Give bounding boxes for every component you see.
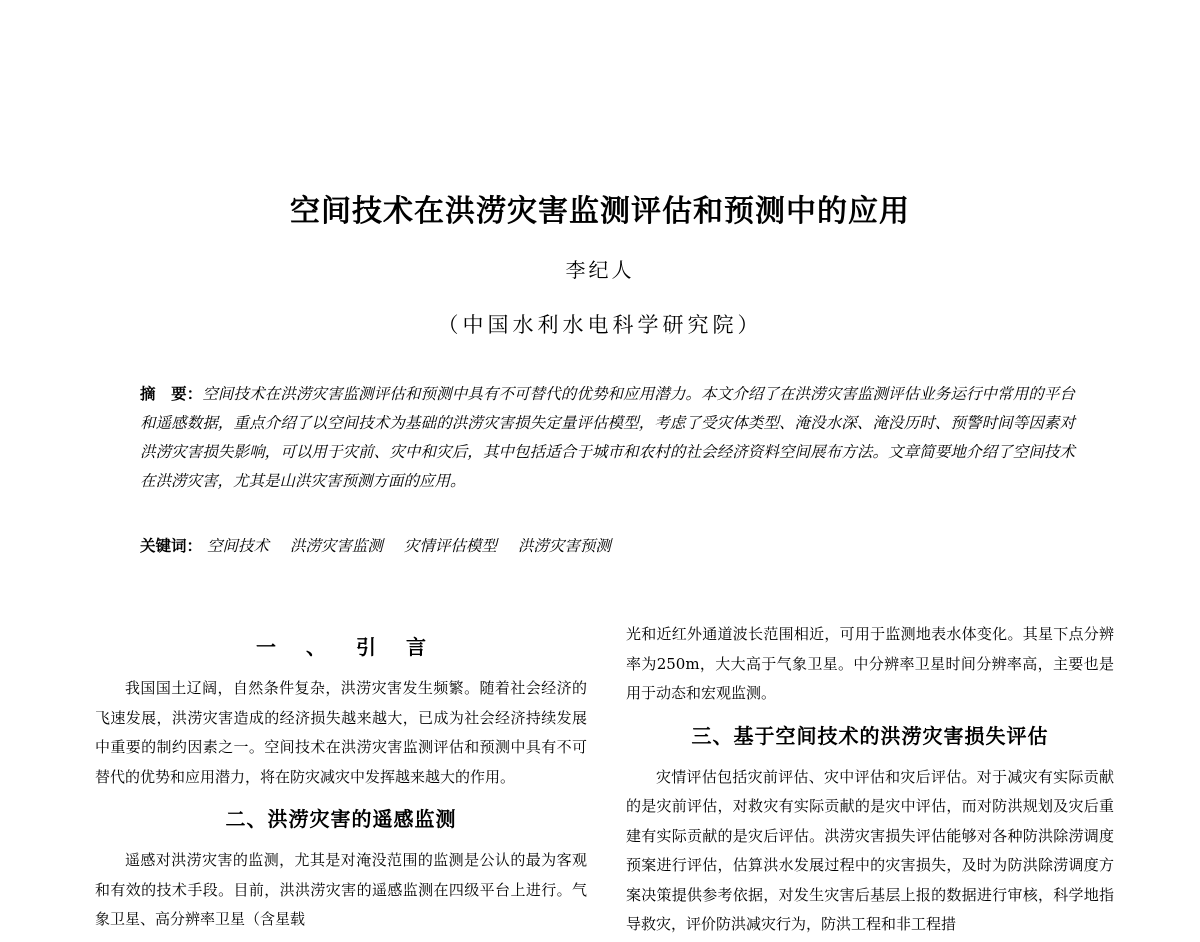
keywords-label: 关键词： <box>140 537 203 555</box>
keyword-item: 洪涝灾害预测 <box>517 537 611 555</box>
author-name: 李纪人 <box>565 258 635 282</box>
section-heading-remote-sensing: 二、洪涝灾害的遥感监测 <box>225 807 457 831</box>
section-heading-introduction: 一、引言 <box>256 635 456 659</box>
keyword-item: 空间技术 <box>206 537 269 555</box>
section-paragraph-remote-sensing: 遥感对洪涝灾害的监测，尤其是对淹没范围的监测是公认的最为客观和有效的技术手段。目前，洪洪涝灾害的遥感监测在四级平台上进行。气象卫星、高分辨率卫星（含星载 <box>95 851 587 928</box>
abstract <box>140 380 1075 496</box>
section-paragraph-introduction: 我国国土辽阔，自然条件复杂，洪涝灾害发生频繁。随着社会经济的飞速发展，洪涝灾害造成的经济损失越来越大，已成为社会经济持续发展中重要的制约因素之一。空间技术在洪涝灾害监测评估和预测中具有不可替代的优势和应用潜力，将在防灾减灾中发挥越来越大的作用。 <box>95 679 587 786</box>
left-column <box>95 620 587 935</box>
author-affiliation: （中国水利水电科学研究院） <box>437 313 763 337</box>
abstract-text: 空间技术在洪涝灾害监测评估和预测中具有不可替代的优势和应用潜力。本文介绍了在洪涝灾害监测评估业务运行中常用的平台和遥感数据，重点介绍了以空间技术为基础的洪涝灾害损失定量评估模型，考虑了受灾体类型、淹没水深、淹没历时、预警时间等因素对洪涝灾害损失影响，可以用于灾前、灾中和灾后，其中包括适合于城市和农村的社会经济资料空间展布方法。文章简要地介绍了空间技术在洪涝灾害，尤其是山洪灾害预测方面的应用。 <box>140 385 1075 490</box>
keywords <box>140 533 1075 559</box>
continued-paragraph: 光和近红外通道波长范围相近，可用于监测地表水体变化。其星下点分辨率为250m，大大高于气象卫星。中分辨率卫星时间分辨率高，主要也是用于动态和宏观监测。 <box>626 625 1114 702</box>
section-paragraph-loss-assessment: 灾情评估包括灾前评估、灾中评估和灾后评估。对于减灾有实际贡献的是灾前评估，对救灾有实际贡献的是灾中评估，而对防洪规划及灾后重建有实际贡献的是灾后评估。洪涝灾害损失评估能够对各种防洪除涝调度预案进行评估，估算洪水发展过程中的灾害损失，及时为防洪除涝调度方案决策提供参考依据，对发生灾害后基层上报的数据进行审核，科学地指导救灾，评价防洪减灾行为，防洪工程和非工程措 <box>626 767 1114 933</box>
section-heading-loss-assessment: 三、基于空间技术的洪涝灾害损失评估 <box>691 723 1049 748</box>
keyword-item: 灾情评估模型 <box>403 537 497 555</box>
keyword-item: 洪涝灾害监测 <box>289 537 383 555</box>
right-column <box>626 620 1114 940</box>
abstract-label: 摘 要： <box>140 385 203 403</box>
paper-title: 空间技术在洪涝灾害监测评估和预测中的应用 <box>290 194 910 229</box>
